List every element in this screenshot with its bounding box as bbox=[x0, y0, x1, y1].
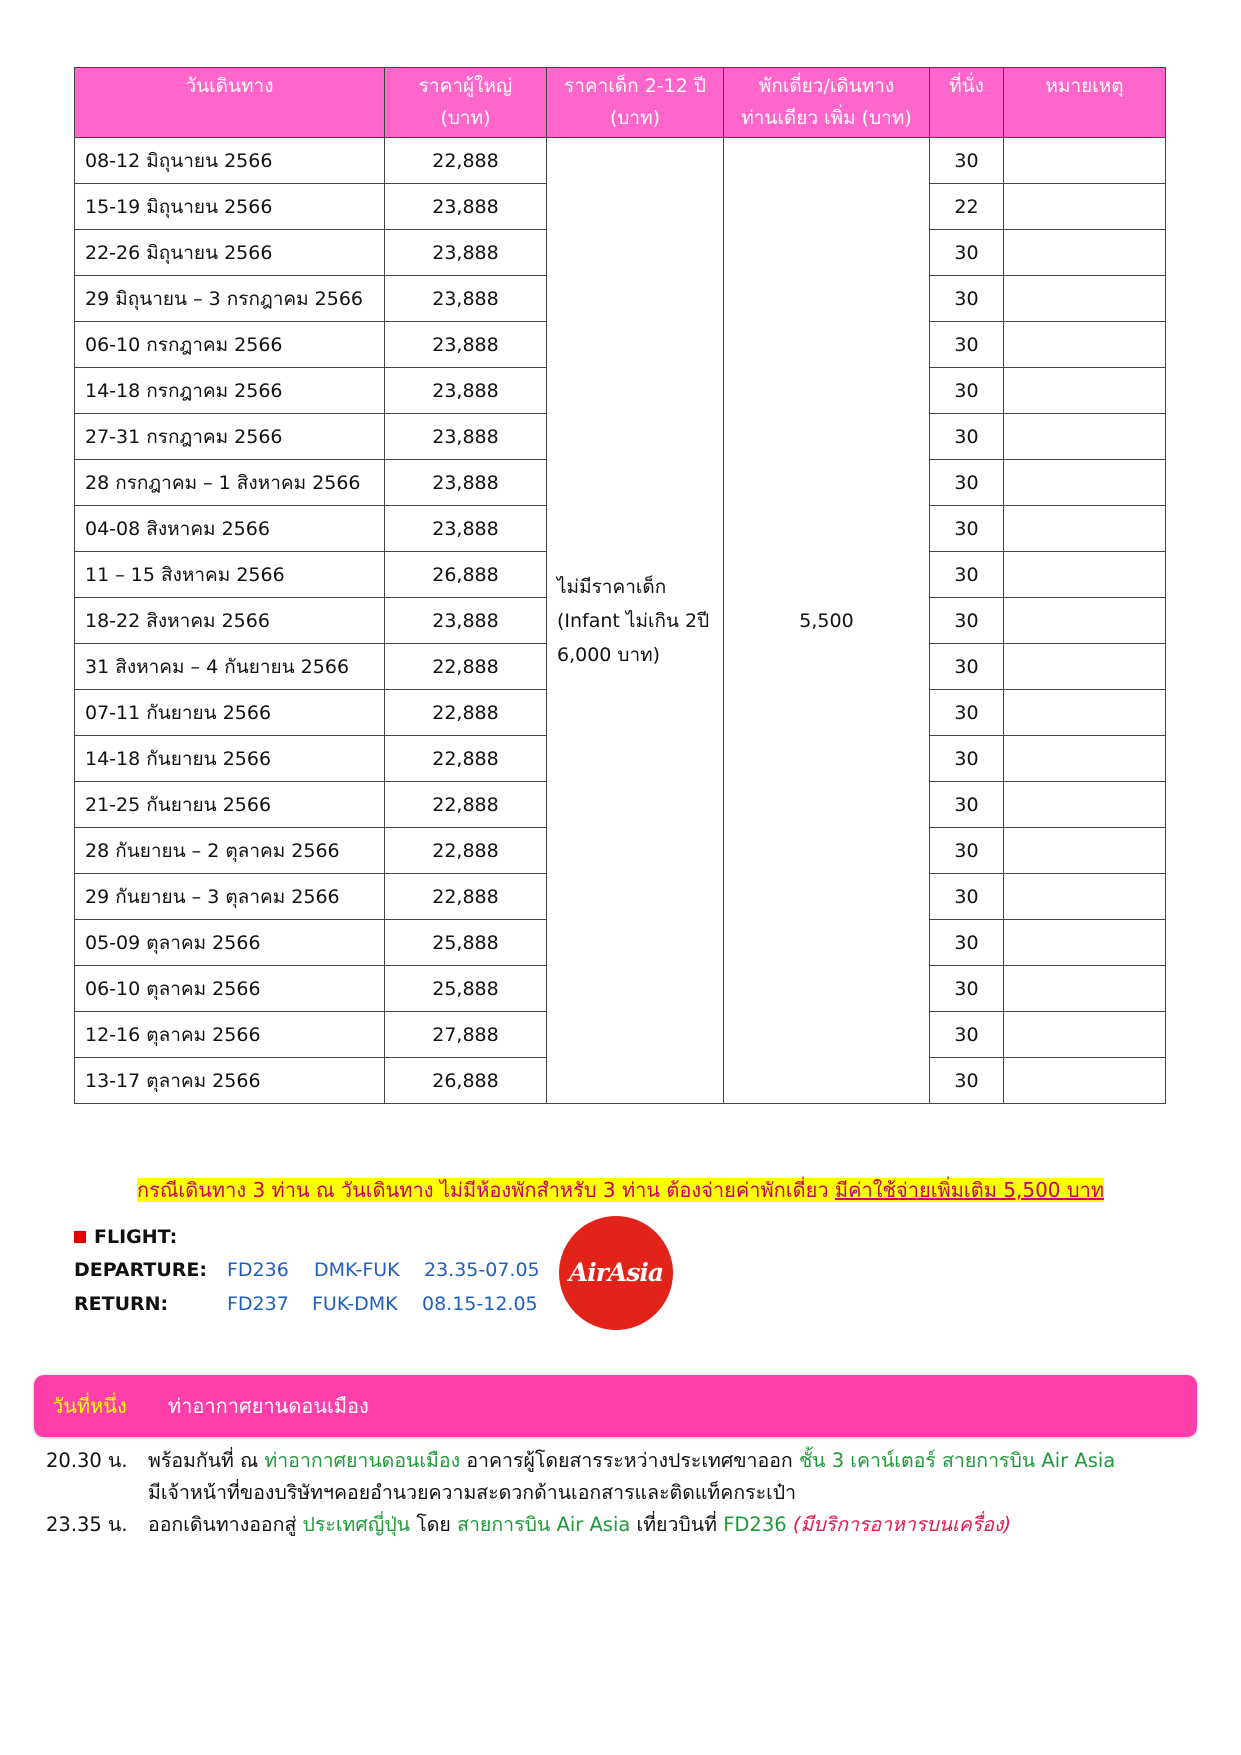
travel-date-cell: 31 สิงหาคม – 4 กันยายน 2566 bbox=[75, 644, 385, 690]
seats-cell: 30 bbox=[930, 598, 1004, 644]
remarks-cell bbox=[1004, 552, 1166, 598]
adult-price-cell: 23,888 bbox=[385, 414, 547, 460]
travel-date-cell: 14-18 กันยายน 2566 bbox=[75, 736, 385, 782]
seats-cell: 30 bbox=[930, 874, 1004, 920]
adult-price-cell: 26,888 bbox=[385, 1058, 547, 1104]
seats-cell: 30 bbox=[930, 966, 1004, 1012]
departure-route: DMK-FUK bbox=[314, 1259, 400, 1281]
seats-cell: 30 bbox=[930, 506, 1004, 552]
notice-text: กรณีเดินทาง 3 ท่าน ณ วันเดินทาง ไม่มีห้องพักสำหรับ 3 ท่าน ต้องจ่ายค่าพักเดี่ยว bbox=[137, 1178, 829, 1202]
child-price-text: ไม่มีราคาเด็ก bbox=[557, 575, 667, 598]
departure-time: 23.35-07.05 bbox=[424, 1259, 540, 1281]
price-schedule-table bbox=[74, 67, 1166, 1104]
itinerary-segment: FD236 bbox=[723, 1513, 787, 1536]
departure-label: DEPARTURE: bbox=[74, 1259, 208, 1281]
adult-price-cell: 23,888 bbox=[385, 368, 547, 414]
seats-cell: 30 bbox=[930, 552, 1004, 598]
travel-date-cell: 13-17 ตุลาคม 2566 bbox=[75, 1058, 385, 1104]
return-flight-code: FD237 bbox=[227, 1293, 289, 1315]
adult-price-cell: 22,888 bbox=[385, 736, 547, 782]
adult-price-cell: 25,888 bbox=[385, 920, 547, 966]
travel-date-cell: 29 มิถุนายน – 3 กรกฎาคม 2566 bbox=[75, 276, 385, 322]
travel-date-cell: 14-18 กรกฎาคม 2566 bbox=[75, 368, 385, 414]
travel-date-cell: 06-10 กรกฎาคม 2566 bbox=[75, 322, 385, 368]
remarks-cell bbox=[1004, 966, 1166, 1012]
travel-date-cell: 29 กันยายน – 3 ตุลาคม 2566 bbox=[75, 874, 385, 920]
adult-price-cell: 23,888 bbox=[385, 230, 547, 276]
bullet-square-icon bbox=[74, 1231, 86, 1243]
adult-price-cell: 23,888 bbox=[385, 598, 547, 644]
remarks-cell bbox=[1004, 460, 1166, 506]
adult-price-cell: 22,888 bbox=[385, 874, 547, 920]
return-time: 08.15-12.05 bbox=[422, 1293, 538, 1315]
adult-price-cell: 22,888 bbox=[385, 644, 547, 690]
itinerary-time: 20.30 น. bbox=[46, 1449, 128, 1472]
travel-date-cell: 28 กันยายน – 2 ตุลาคม 2566 bbox=[75, 828, 385, 874]
child-price-text: (Infant ไม่เกิน 2ปี bbox=[557, 609, 710, 632]
itinerary-segment: เที่ยวบินที่ bbox=[630, 1513, 724, 1536]
flight-title: FLIGHT: bbox=[94, 1226, 178, 1248]
remarks-cell bbox=[1004, 138, 1166, 184]
travel-date-cell: 18-22 สิงหาคม 2566 bbox=[75, 598, 385, 644]
itinerary-segment: ท่าอากาศยานดอนเมือง bbox=[264, 1449, 461, 1472]
adult-price-cell: 23,888 bbox=[385, 184, 547, 230]
seats-cell: 30 bbox=[930, 644, 1004, 690]
seats-cell: 22 bbox=[930, 184, 1004, 230]
travel-date-cell: 27-31 กรกฎาคม 2566 bbox=[75, 414, 385, 460]
notice-extra-cost: มีค่าใช้จ่ายเพิ่มเติม 5,500 บาท bbox=[834, 1178, 1104, 1202]
itinerary-time: 23.35 น. bbox=[46, 1513, 128, 1536]
adult-price-cell: 26,888 bbox=[385, 552, 547, 598]
travel-date-cell: 05-09 ตุลาคม 2566 bbox=[75, 920, 385, 966]
return-row bbox=[74, 1293, 538, 1315]
remarks-cell bbox=[1004, 414, 1166, 460]
remarks-cell bbox=[1004, 782, 1166, 828]
remarks-cell bbox=[1004, 230, 1166, 276]
adult-price-cell: 23,888 bbox=[385, 506, 547, 552]
travel-date-cell: 15-19 มิถุนายน 2566 bbox=[75, 184, 385, 230]
departure-flight-code: FD236 bbox=[227, 1259, 289, 1281]
seats-cell: 30 bbox=[930, 230, 1004, 276]
adult-price-cell: 22,888 bbox=[385, 828, 547, 874]
header-seats: ที่นั่ง bbox=[930, 68, 1004, 138]
three-traveler-notice bbox=[0, 1174, 1241, 1206]
remarks-cell bbox=[1004, 322, 1166, 368]
seats-cell: 30 bbox=[930, 368, 1004, 414]
seats-cell: 30 bbox=[930, 1058, 1004, 1104]
seats-cell: 30 bbox=[930, 322, 1004, 368]
table-header-row bbox=[75, 68, 1166, 138]
itinerary-description-line2: มีเจ้าหน้าที่ของบริษัทฯคอยอำนวยความสะดวกด้านเอกสารและติดแท็คกระเป๋า bbox=[148, 1481, 797, 1504]
remarks-cell bbox=[1004, 368, 1166, 414]
remarks-cell bbox=[1004, 1058, 1166, 1104]
travel-date-cell: 08-12 มิถุนายน 2566 bbox=[75, 138, 385, 184]
travel-date-cell: 07-11 กันยายน 2566 bbox=[75, 690, 385, 736]
adult-price-cell: 23,888 bbox=[385, 322, 547, 368]
day-one-label: วันที่หนึ่ง bbox=[52, 1394, 127, 1418]
remarks-cell bbox=[1004, 644, 1166, 690]
seats-cell: 30 bbox=[930, 828, 1004, 874]
seats-cell: 30 bbox=[930, 736, 1004, 782]
adult-price-cell: 22,888 bbox=[385, 782, 547, 828]
travel-date-cell: 06-10 ตุลาคม 2566 bbox=[75, 966, 385, 1012]
child-price-text: 6,000 บาท) bbox=[557, 643, 661, 666]
seats-cell: 30 bbox=[930, 276, 1004, 322]
itinerary-segment: (มีบริการอาหารบนเครื่อง) bbox=[786, 1513, 1012, 1536]
single-supplement-cell: 5,500 bbox=[724, 138, 930, 1104]
header-travel-date: วันเดินทาง bbox=[75, 68, 385, 138]
table-body bbox=[75, 138, 1166, 1104]
adult-price-cell: 22,888 bbox=[385, 138, 547, 184]
header-single-supplement: พักเดี่ยว/เดินทาง ท่านเดียว เพิ่ม (บาท) bbox=[724, 68, 930, 138]
airasia-logo: AirAsia bbox=[559, 1216, 673, 1330]
travel-date-cell: 21-25 กันยายน 2566 bbox=[75, 782, 385, 828]
seats-cell: 30 bbox=[930, 782, 1004, 828]
travel-date-cell: 22-26 มิถุนายน 2566 bbox=[75, 230, 385, 276]
departure-row bbox=[74, 1259, 540, 1281]
adult-price-cell: 23,888 bbox=[385, 460, 547, 506]
day-one-header bbox=[34, 1375, 1197, 1437]
itinerary-segment: ชั้น 3 เคาน์เตอร์ สายการบิน Air Asia bbox=[798, 1449, 1116, 1472]
header-child-price: ราคาเด็ก 2-12 ปี (บาท) bbox=[547, 68, 724, 138]
adult-price-cell: 27,888 bbox=[385, 1012, 547, 1058]
adult-price-cell: 25,888 bbox=[385, 966, 547, 1012]
itinerary-segment: ประเทศญี่ปุ่น bbox=[302, 1513, 411, 1536]
travel-date-cell: 12-16 ตุลาคม 2566 bbox=[75, 1012, 385, 1058]
travel-date-cell: 04-08 สิงหาคม 2566 bbox=[75, 506, 385, 552]
itinerary-segment: ออกเดินทางออกสู่ bbox=[148, 1513, 303, 1536]
travel-date-cell: 28 กรกฎาคม – 1 สิงหาคม 2566 bbox=[75, 460, 385, 506]
flight-title-row bbox=[74, 1226, 177, 1248]
seats-cell: 30 bbox=[930, 920, 1004, 966]
return-label: RETURN: bbox=[74, 1293, 169, 1315]
remarks-cell bbox=[1004, 828, 1166, 874]
remarks-cell bbox=[1004, 690, 1166, 736]
seats-cell: 30 bbox=[930, 460, 1004, 506]
itinerary-segment: อาคารผู้โดยสารระหว่างประเทศขาออก bbox=[460, 1449, 799, 1472]
itinerary-segment: โดย bbox=[410, 1513, 458, 1536]
seats-cell: 30 bbox=[930, 414, 1004, 460]
table-row bbox=[75, 138, 1166, 184]
remarks-cell bbox=[1004, 506, 1166, 552]
remarks-cell bbox=[1004, 920, 1166, 966]
adult-price-cell: 22,888 bbox=[385, 690, 547, 736]
itinerary-description bbox=[148, 1509, 1011, 1540]
remarks-cell bbox=[1004, 736, 1166, 782]
day-one-place: ท่าอากาศยานดอนเมือง bbox=[168, 1394, 369, 1418]
itinerary-description bbox=[148, 1445, 1115, 1476]
travel-date-cell: 11 – 15 สิงหาคม 2566 bbox=[75, 552, 385, 598]
header-remarks: หมายเหตุ bbox=[1004, 68, 1166, 138]
remarks-cell bbox=[1004, 1012, 1166, 1058]
remarks-cell bbox=[1004, 276, 1166, 322]
adult-price-cell: 23,888 bbox=[385, 276, 547, 322]
remarks-cell bbox=[1004, 184, 1166, 230]
seats-cell: 30 bbox=[930, 138, 1004, 184]
remarks-cell bbox=[1004, 874, 1166, 920]
seats-cell: 30 bbox=[930, 1012, 1004, 1058]
itinerary-segment: พร้อมกันที่ ณ bbox=[148, 1449, 265, 1472]
header-adult-price: ราคาผู้ใหญ่ (บาท) bbox=[385, 68, 547, 138]
child-price-cell bbox=[547, 138, 724, 1104]
remarks-cell bbox=[1004, 598, 1166, 644]
itinerary-segment: สายการบิน Air Asia bbox=[457, 1513, 631, 1536]
return-route: FUK-DMK bbox=[312, 1293, 398, 1315]
seats-cell: 30 bbox=[930, 690, 1004, 736]
